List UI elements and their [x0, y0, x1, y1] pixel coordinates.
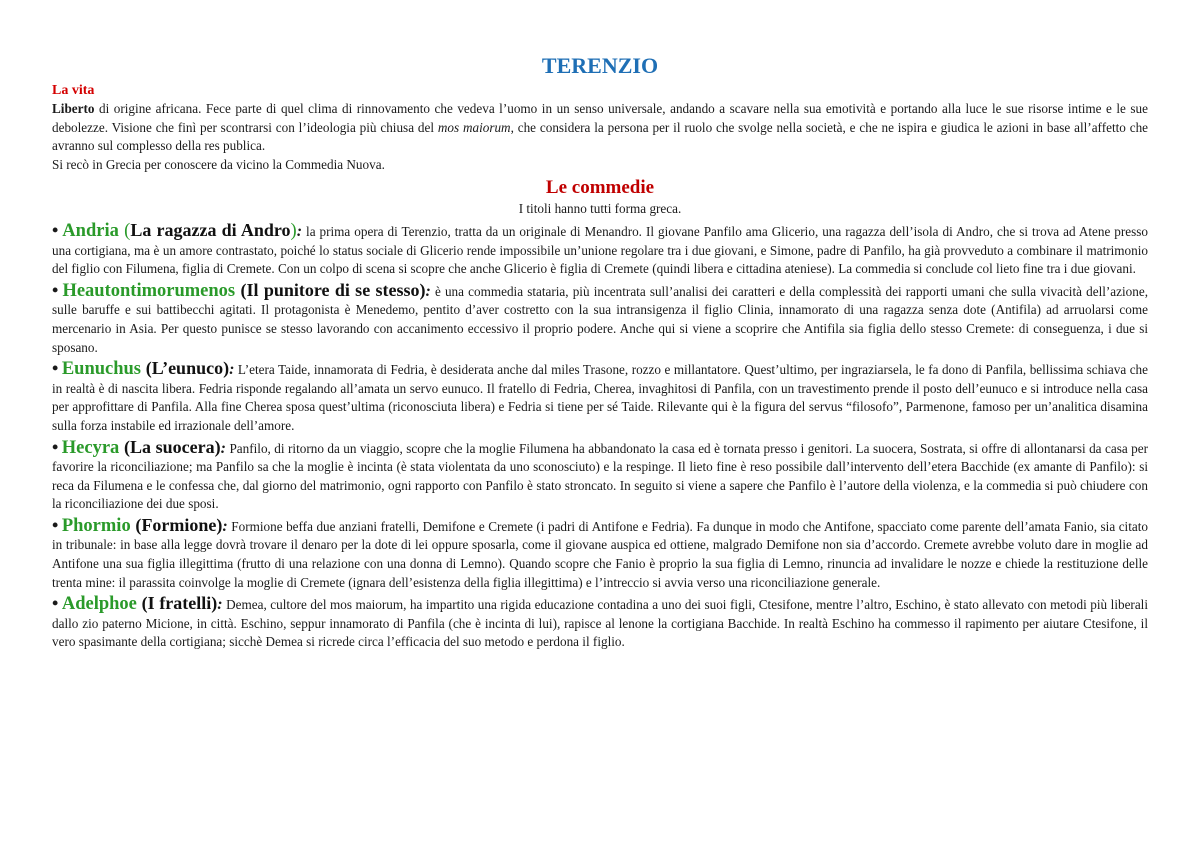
vita-italic: mos maiorum — [437, 119, 511, 135]
play-title: Adelphoe — [61, 594, 137, 615]
paren-close: ) — [214, 436, 221, 457]
paren-close: ) — [290, 220, 297, 241]
play-italian-title: L’eunuco — [151, 358, 224, 379]
colon: : — [220, 439, 226, 457]
commedie-heading: Le commedie — [545, 177, 655, 199]
colon: : — [296, 222, 303, 240]
play-andria — [52, 221, 1148, 279]
commedie-subheading: I titoli hanno tutti forma greca. — [518, 201, 682, 217]
paren-open: ( — [235, 279, 247, 300]
colon: : — [229, 361, 235, 379]
play-phormio — [52, 516, 1148, 592]
paren-open: ( — [136, 593, 148, 614]
play-title: Hecyra — [61, 437, 120, 458]
play-italian-title: Il punitore di se stesso — [246, 279, 420, 300]
bullet: • — [52, 279, 59, 300]
play-title: Heautontimorumenos — [62, 280, 236, 301]
paren-open: ( — [119, 436, 130, 457]
play-title: Phormio — [61, 515, 131, 536]
play-description: L’etera Taide, innamorata di Fedria, è desiderata anche dal miles Trasone, rozzo e millantatore. Quest’ultimo, per ingraziarsela, le fa dono di Panfila, bellissima schiava che in realtà è di nascita libera. Fedria risponde regalando all’amata un servo eunuco. Il fratello di Fedria, Cherea, invaghitosi di Panfila, con un travestimento prende il posto dell’eunuco e si introduce nella casa per approfittare di Panfila. Alla fine Cherea sposa quest’ultima (riconosciuta libera) e Fedria si tiene per sé Taide. Rilevante qui è la figura del servus “filosofo”, Parmenone, famoso per un’analitica disamina sulla forza instabile ed irrazionale dell’amore. — [52, 362, 1149, 433]
paren-close: ) — [223, 358, 230, 379]
vita-text-end: , che considera la persona per il ruolo che svolge nella società, e che ne ispira e giudica le azioni in base all’affetto che avranno sul complesso della res publica. — [52, 119, 1149, 154]
paren-close: ) — [216, 514, 223, 535]
play-description: è una commedia stataria, più incentrata sull’analisi dei caratteri e della complessità dei rapporti umani che sulla vivacità dell’azione, sulle baruffe e sui battibecchi agitati. Il protagonista è Menedemo, pentito d’aver costretto con la sua intransigenza il figlio Clinia, innamorato di una ragazza senza dote (Antifila) ad arruolarsi come mercenario in Asia. Per questo punisce se stesso lavorando con accanimento eccessivo il proprio podere. Anche qui si viene a scoprire che Antifila sia figlia dello stesso Cremete: di conseguenza, i due si sposano. — [52, 283, 1148, 355]
play-italian-title: La suocera — [129, 436, 215, 457]
play-description: Demea, cultore del mos maiorum, ha impartito una rigida educazione contadina a uno dei suoi figli, Ctesifone, mentre l’altro, Eschino, è stato allevato con metodi più liberali dallo zio paterno Micione, in città. Eschino, seppur innamorato di Panfila (che è incinta di lui), rapisce al lenone la cortigiana Bacchide. In realtà Eschino ha commesso il rapimento per aiutare Ctesifone, il vero spasimante della cortigiana; sicchè Demea si ricrede circa l’efficacia del suo metodo e perdona il figlio. — [52, 597, 1148, 650]
bullet: • — [52, 219, 59, 240]
paren-open: ( — [118, 220, 131, 241]
vita-text: di origine africana. Fece parte di quel clima di rinnovamento che vedeva l’uomo in un senso universale, andando a scavare nella sua emotività e portando alla luce le sue risorse intime e le sue debolezze. Visione che finì per scontrarsi con l’ideologia più chiusa del — [52, 101, 1148, 135]
play-description: Panfilo, di ritorno da un viaggio, scopre che la moglie Filumena ha abbandonato la casa ed è tornata presso i genitori. La suocera, Sostrata, si offre di allontanarsi da casa per favorire la riconciliazione; ma Panfilo sa che la moglie è incinta (è stata violentata da uno sconosciuto) e la respinge. Il lieto fine è reso possibile dall’intervento dell’etera Bacchide (ex amante di Panfilo): si reca da Filumena e le confessa che, dal giorno del matrimonio, ogni rapporto con Panfilo è stato stroncato. In seguito si viene a sapere che Panfilo è l’autore della violenza, e la commedia si può chiudere con la riconciliazione dei due sposi. — [52, 440, 1148, 512]
play-eunuchus — [52, 359, 1148, 435]
bullet: • — [52, 593, 59, 614]
vita-bold-lead: Liberto — [52, 101, 95, 116]
colon: : — [217, 596, 223, 614]
play-italian-title: Formione — [141, 514, 217, 535]
bullet: • — [52, 436, 59, 457]
paren-open: ( — [130, 514, 142, 535]
paren-close: ) — [419, 279, 426, 300]
paren-close: ) — [211, 593, 218, 614]
bullet: • — [52, 514, 59, 535]
play-hecyra — [52, 438, 1148, 514]
vita-heading: La vita — [52, 83, 95, 98]
play-italian-title: I fratelli — [147, 593, 212, 614]
play-title: Andria — [62, 220, 119, 241]
play-description: Formione beffa due anziani fratelli, Demifone e Cremete (i padri di Antifone e Fedria). Fa dunque in modo che Antifone, spacciato come parente dell’amata Fanio, sia citato in tribunale: in base alla legge dovrà trovare il denaro per la dote di lei oppure sposarla, come il giovane auspica ed ottiene, malgrado Demifone non sia d’accordo. Cremete avrebbe voluto dare in moglie ad Antifone una sua figlia illegittima (frutto di una relazione con una donna di Lemno). Quando scopre che Fanio è proprio la sua figlia di Lemno, rinuncia ad invalidare le nozze e chiede la restituzione delle trenta mine: il parassita coinvolge la moglie di Cremete (ignara dell’esistenza della figlia illegittima) e l’intreccio si avvia verso una riconciliazione generale. — [52, 518, 1149, 590]
colon: : — [222, 517, 228, 535]
page-title: TERENZIO — [541, 53, 659, 78]
paren-open: ( — [141, 358, 152, 379]
play-heautontimorumenos — [52, 281, 1148, 357]
play-description: la prima opera di Terenzio, tratta da un originale di Menandro. Il giovane Panfilo ama Glicerio, una ragazza dell’isola di Andro, che si trova ad Atene presso una cortigiana, ma è un amore contrastato, poiché lo status sociale di Glicerio rende impossibile un’unione regolare tra i due giovani, e Simone, padre di Panfilo, ha già provveduto a combinare il matrimonio del figlio con Filumena, figlia di Cremete. Con un colpo di scena si scopre che anche Glicerio è figlia di Cremete (quindi libera e cittadina ateniese). La commedia si conclude col lieto fine tra i due giovani. — [52, 223, 1148, 277]
vita-paragraph-2: Si recò in Grecia per conoscere da vicino la Commedia Nuova. — [52, 156, 385, 172]
colon: : — [425, 282, 431, 300]
play-adelphoe — [52, 594, 1148, 652]
bullet: • — [52, 358, 59, 379]
play-title: Eunuchus — [61, 359, 142, 380]
vita-paragraph — [52, 100, 1148, 156]
play-italian-title: La ragazza di Andro — [130, 219, 291, 240]
